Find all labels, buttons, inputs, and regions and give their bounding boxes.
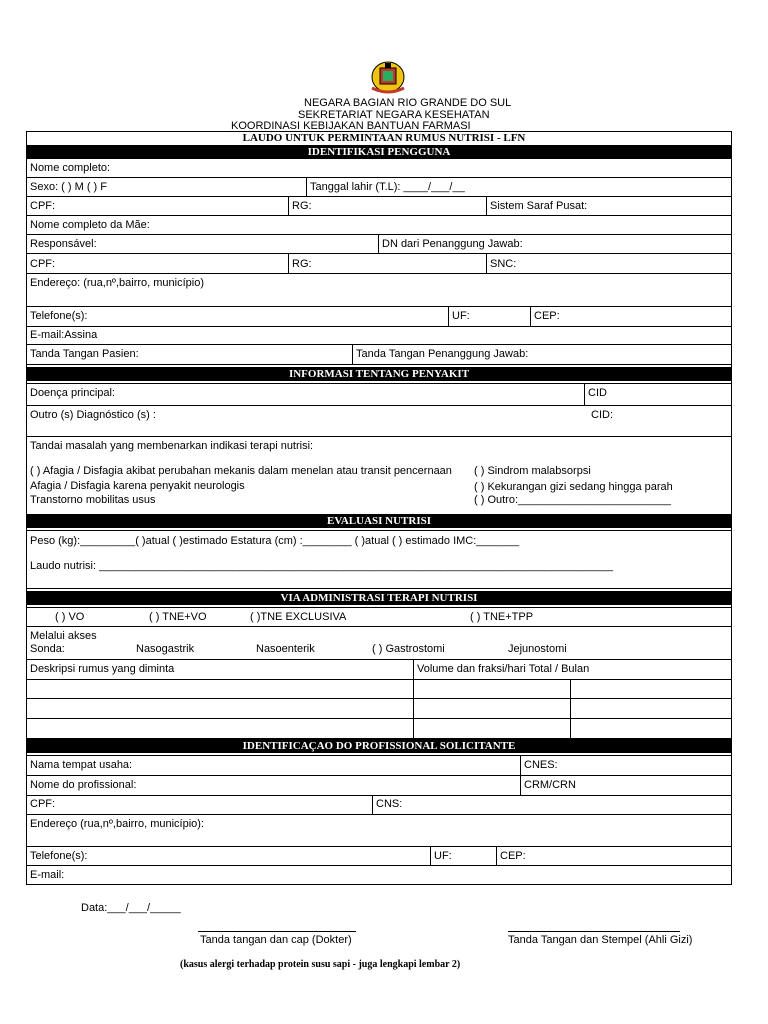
telefone-field[interactable]: Telefone(s): [30,310,88,322]
volume-fraksi-header: Volume dan fraksi/hari Total / Bulan [417,663,590,675]
ttd-pasien-field[interactable]: Tanda Tangan Pasien: [30,348,139,360]
signature-line-gizi [508,931,680,932]
header-line-1: NEGARA BAGIAN RIO GRANDE DO SUL [304,97,512,109]
cpf-resp-field[interactable]: CPF: [30,258,56,270]
signature-line-dokter [198,931,356,932]
cnes-field[interactable]: CNES: [524,759,558,771]
cep-field[interactable]: CEP: [534,310,560,322]
uf-prof-field[interactable]: UF: [434,850,452,862]
cid2-field[interactable]: CID: [591,409,613,421]
cns-field[interactable]: CNS: [376,798,403,810]
option-kekurangan-gizi[interactable]: ( ) Kekurangan gizi sedang hingga parah [474,481,673,493]
cep-prof-field[interactable]: CEP: [500,850,526,862]
section-informasi-penyakit: INFORMASI TENTANG PENYAKIT [27,367,731,381]
endereco-prof-field[interactable]: Endereço (rua,nº,bairro, município): [30,818,204,830]
coat-of-arms-icon [370,60,406,94]
doenca-principal-field[interactable]: Doença principal: [30,387,115,399]
option-nasogastrik[interactable]: Nasogastrik [136,643,195,655]
sistem-saraf-field[interactable]: Sistem Saraf Pusat: [490,200,588,212]
nome-mae-field[interactable]: Nome completo da Mãe: [30,219,150,231]
option-tne-exclusiva[interactable]: ( )TNE EXCLUSIVA [250,611,347,623]
telefone-prof-field[interactable]: Telefone(s): [30,850,88,862]
cid-field[interactable]: CID [588,387,607,399]
responsavel-field[interactable]: Responsável: [30,238,97,250]
option-vo[interactable]: ( ) VO [55,611,85,623]
option-outro[interactable]: ( ) Outro:_________________________ [474,494,671,506]
sonda-label: Sonda: [30,643,65,655]
rg-field[interactable]: RG: [292,200,312,212]
form-title: LAUDO UNTUK PERMINTAAN RUMUS NUTRISI - LFN [242,132,526,144]
melalui-akses-label: Melalui akses [30,630,97,642]
tanggal-lahir-field[interactable]: Tanggal lahir (T.L): ____/___/__ [310,181,465,193]
snc-field[interactable]: SNC: [490,258,517,270]
option-afagia-neuro[interactable]: Afagia / Disfagia karena penyakit neurologis [30,480,245,492]
crm-crn-field[interactable]: CRM/CRN [524,779,576,791]
dn-field[interactable]: DN dari Penanggung Jawab: [382,238,523,250]
outro-diagnostico-field[interactable]: Outro (s) Diagnóstico (s) : [30,409,156,421]
option-gastrostomi[interactable]: ( ) Gastrostomi [372,643,445,655]
data-field[interactable]: Data:___/___/_____ [81,902,181,914]
tandai-label: Tandai masalah yang membenarkan indikasi terapi nutrisi: [30,440,314,452]
option-jejunostomi[interactable]: Jejunostomi [508,643,567,655]
email-prof-field[interactable]: E-mail: [30,869,65,881]
section-via-administrasi: VIA ADMINISTRASI TERAPI NUTRISI [27,591,731,605]
cpf-prof-field[interactable]: CPF: [30,798,56,810]
peso-field[interactable]: Peso (kg):_________( )atual ( )estimado Estatura (cm) :________ ( )atual ( ) estimado IMC:_______ [30,535,520,547]
option-transtorno[interactable]: Transtorno mobilitas usus [30,494,156,506]
section-evaluasi-nutrisi: EVALUASI NUTRISI [27,514,731,528]
option-tne-vo[interactable]: ( ) TNE+VO [149,611,207,623]
option-afagia-mekanis[interactable]: ( ) Afagia / Disfagia akibat perubahan mekanis dalam menelan atau transit pencernaan [30,465,452,477]
nome-completo-field[interactable]: Nome completo: [30,162,111,174]
ttd-penanggung-field[interactable]: Tanda Tangan Penanggung Jawab: [356,348,529,360]
option-nasoenterik[interactable]: Nasoenterik [256,643,315,655]
signature-label-dokter: Tanda tangan dan cap (Dokter) [200,934,352,946]
section-identifikasi-pengguna: IDENTIFIKASI PENGGUNA [27,145,731,159]
nome-profissional-field[interactable]: Nome do profissional: [30,779,137,791]
option-sindrom[interactable]: ( ) Sindrom malabsorpsi [474,465,591,477]
section-identificacao-profissional: IDENTIFICAÇAO DO PROFISSIONAL SOLICITANTE [27,739,731,753]
sexo-field[interactable]: Sexo: ( ) M ( ) F [30,181,107,193]
signature-label-gizi: Tanda Tangan dan Stempel (Ahli Gizi) [508,934,693,946]
rg-resp-field[interactable]: RG: [292,258,312,270]
header-line-3: KOORDINASI KEBIJAKAN BANTUAN FARMASI [231,120,471,132]
laudo-nutrisi-field[interactable]: Laudo nutrisi: ____________________________________________________________________________________ [30,560,613,572]
email-field[interactable]: E-mail:Assina [30,329,98,341]
cpf-field[interactable]: CPF: [30,200,56,212]
footer-note: (kasus alergi terhadap protein susu sapi - juga lengkapi lembar 2) [180,959,461,970]
header-line-2: SEKRETARIAT NEGARA KESEHATAN [298,109,490,121]
option-tne-tpp[interactable]: ( ) TNE+TPP [470,611,534,623]
uf-field[interactable]: UF: [452,310,470,322]
endereco-field[interactable]: Endereço: (rua,nº,bairro, município) [30,277,204,289]
nama-tempat-usaha-field[interactable]: Nama tempat usaha: [30,759,133,771]
deskripsi-rumus-header: Deskripsi rumus yang diminta [30,663,175,675]
